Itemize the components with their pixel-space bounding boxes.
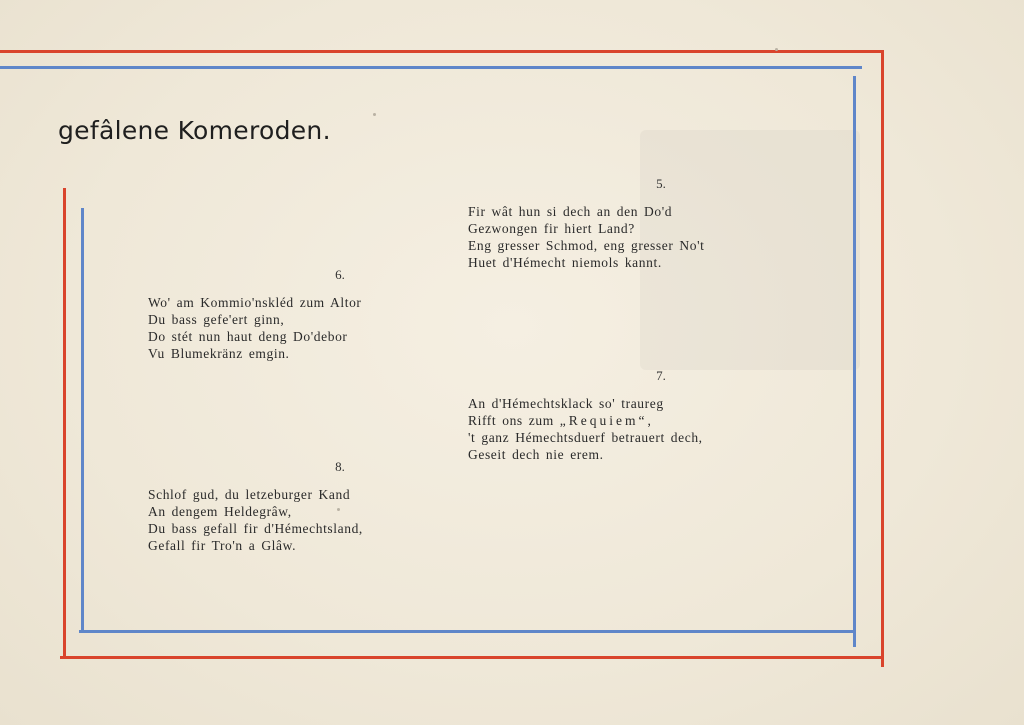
frame-red-bottom	[60, 656, 884, 659]
verse-line: Fir wât hun si dech an den Do'd	[468, 204, 673, 219]
frame-blue-top	[0, 66, 862, 69]
verse-fragment: ,	[647, 413, 652, 428]
stanza-number-6: 6.	[335, 267, 345, 282]
verse-line: An dengem Heldegrâw,	[148, 504, 292, 519]
verse-fragment: Rifft ons zum	[468, 413, 560, 428]
verse-line: 't ganz Hémechtsduerf betrauert dech,	[468, 430, 703, 445]
verse-line: Wo' am Kommio'nskléd zum Altor	[148, 295, 362, 310]
frame-blue-bottom	[79, 630, 855, 633]
frame-blue-left	[81, 208, 84, 632]
paper-speck	[373, 113, 376, 116]
stanza-8	[148, 486, 363, 554]
paper-speck	[337, 508, 340, 511]
frame-red-right	[881, 50, 884, 667]
stanza-number-7: 7.	[656, 368, 666, 383]
frame-red-top	[0, 50, 884, 53]
frame-red-left	[63, 188, 66, 659]
verse-line: Eng gresser Schmod, eng gresser No't	[468, 238, 705, 253]
verse-line: An d'Hémechtsklack so' traureg	[468, 396, 664, 411]
stanza-7	[468, 395, 703, 463]
verse-line: Gefall fir Tro'n a Glâw.	[148, 538, 297, 553]
verse-line: Huet d'Hémecht niemols kannt.	[468, 255, 662, 270]
stanza-5	[468, 203, 705, 271]
frame-blue-right	[853, 76, 856, 647]
verse-line: Vu Blumekränz emgin.	[148, 346, 290, 361]
verse-line: Geseit dech nie erem.	[468, 447, 604, 462]
verse-line: Gezwongen fir hiert Land?	[468, 221, 635, 236]
verse-line: Du bass gefe'ert ginn,	[148, 312, 285, 327]
verse-line: Schlof gud, du letzeburger Kand	[148, 487, 351, 502]
verse-line: Du bass gefall fir d'Hémechtsland,	[148, 521, 363, 536]
stanza-6	[148, 294, 362, 362]
requiem-word: „Requiem“	[559, 413, 648, 428]
verse-line: Do stét nun haut deng Do'debor	[148, 329, 348, 344]
page-title: gefâlene Komeroden.	[58, 116, 331, 145]
paper-speck	[775, 48, 778, 51]
stanza-number-8: 8.	[335, 459, 345, 474]
verse-line	[468, 412, 703, 429]
stanza-number-5: 5.	[656, 176, 666, 191]
